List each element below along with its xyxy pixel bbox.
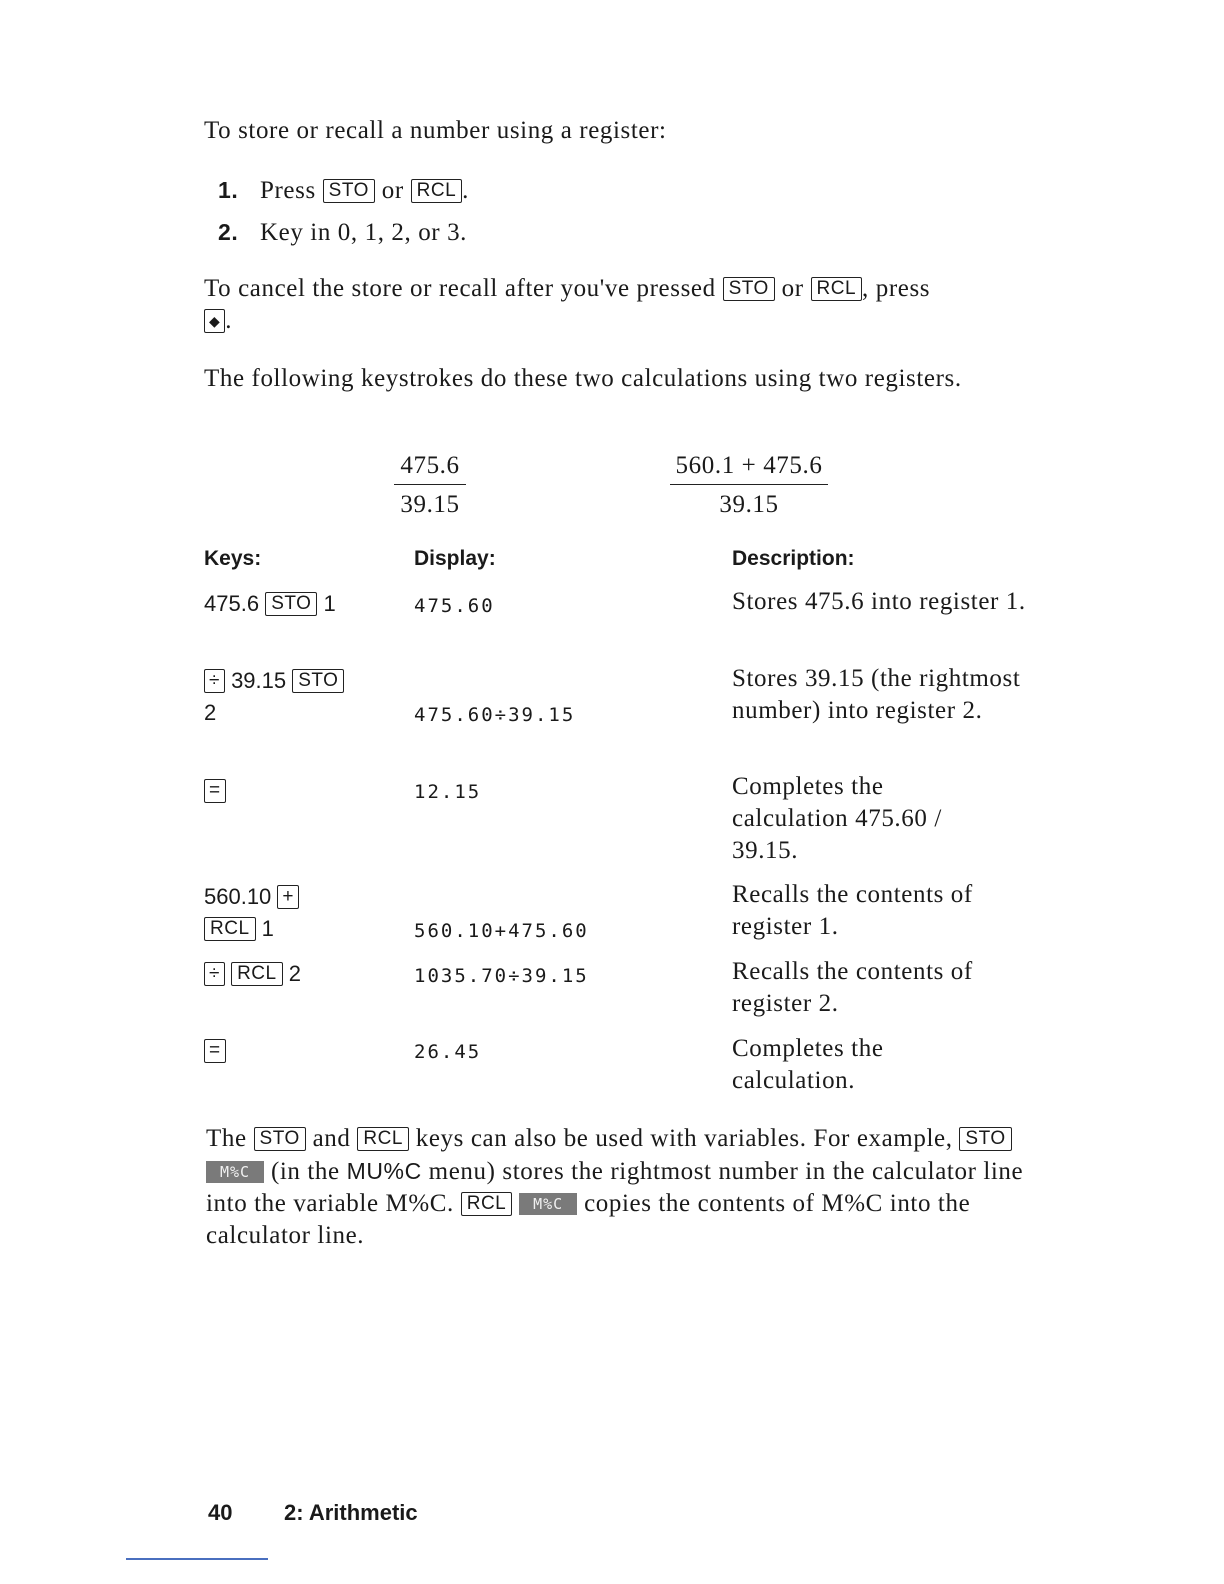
rcl-key: RCL <box>811 277 863 301</box>
fraction-1 <box>388 452 472 519</box>
sto-key: STO <box>254 1127 306 1151</box>
sto-key: STO <box>265 592 317 616</box>
closing-paragraph: The STO and RCL keys can also be used with variables. For example, STO M%C (in the MU%C menu) stores the rightmost number in the calculator line into the variable M%C. RCL M%C copies the contents of M%C into the calculator line. <box>206 1125 1024 1249</box>
step-number: 2. <box>218 219 239 245</box>
rcl-key: RCL <box>204 917 256 941</box>
rcl-key: RCL <box>357 1127 409 1151</box>
backspace-key-icon: ◆ <box>204 309 225 333</box>
table-row-keys: ÷ 39.15 STO 2 <box>204 665 404 729</box>
table-row-description: Recalls the contents of register 2. <box>732 958 973 1017</box>
step-2: 2. Key in 0, 1, 2, or 3. <box>218 216 1048 249</box>
following-paragraph: The following keystrokes do these two calculations using two registers. <box>204 365 962 392</box>
sto-key: STO <box>959 1127 1011 1151</box>
sto-key: STO <box>323 179 375 203</box>
table-row-keys <box>204 1035 226 1067</box>
menu-key-mpc: M%C <box>519 1193 577 1215</box>
table-row-description: Completes the calculation 475.60 / 39.15. <box>732 773 942 864</box>
display-header: Display: <box>414 547 496 570</box>
numerator: 560.1 + 475.6 <box>670 452 829 485</box>
divide-key: ÷ <box>204 669 225 693</box>
equals-key: = <box>204 1039 226 1063</box>
sto-key: STO <box>292 669 344 693</box>
table-row-keys: 475.6 STO 1 <box>204 591 336 616</box>
fraction-2 <box>656 452 842 519</box>
denominator: 39.15 <box>719 491 779 518</box>
page-number: 40 <box>208 1500 233 1525</box>
table-row-description: Stores 39.15 (the rightmost number) into register 2. <box>732 665 1021 724</box>
table-row-keys <box>204 775 226 807</box>
table-row-display: 12.15 <box>414 781 482 803</box>
step-1: 1. Press STO or RCL . <box>218 174 1048 207</box>
table-row-description: Completes the calculation. <box>732 1035 884 1094</box>
intro-text: To store or recall a number using a register: <box>204 117 667 144</box>
keys-header: Keys: <box>204 547 262 570</box>
cancel-paragraph: To cancel the store or recall after you've pressed STO or RCL , press ◆ . <box>204 275 931 334</box>
denominator: 39.15 <box>400 491 460 518</box>
divide-key: ÷ <box>204 962 225 986</box>
table-row-display: 475.60÷39.15 <box>414 704 576 726</box>
step-number: 1. <box>218 177 239 203</box>
table-row-description: Recalls the contents of register 1. <box>732 881 973 940</box>
plus-key: + <box>277 885 299 909</box>
table-row-display: 560.10+475.60 <box>414 920 589 942</box>
table-row-display: 475.60 <box>414 595 495 617</box>
rcl-key: RCL <box>461 1192 513 1216</box>
rcl-key: RCL <box>411 179 463 203</box>
table-row-keys: 560.10 + RCL 1 <box>204 881 404 945</box>
numerator: 475.6 <box>394 452 465 485</box>
rcl-key: RCL <box>231 962 283 986</box>
table-row-display: 1035.70÷39.15 <box>414 965 589 987</box>
menu-key-mpc: M%C <box>206 1161 264 1183</box>
chapter-title: 2: Arithmetic <box>284 1500 418 1525</box>
bottom-rule <box>126 1558 268 1560</box>
table-row-display: 26.45 <box>414 1041 482 1063</box>
equals-key: = <box>204 779 226 803</box>
sto-key: STO <box>723 277 775 301</box>
description-header: Description: <box>732 547 855 570</box>
table-row-keys: ÷ RCL 2 <box>204 958 301 990</box>
table-row-description: Stores 475.6 into register 1. <box>732 588 1026 615</box>
